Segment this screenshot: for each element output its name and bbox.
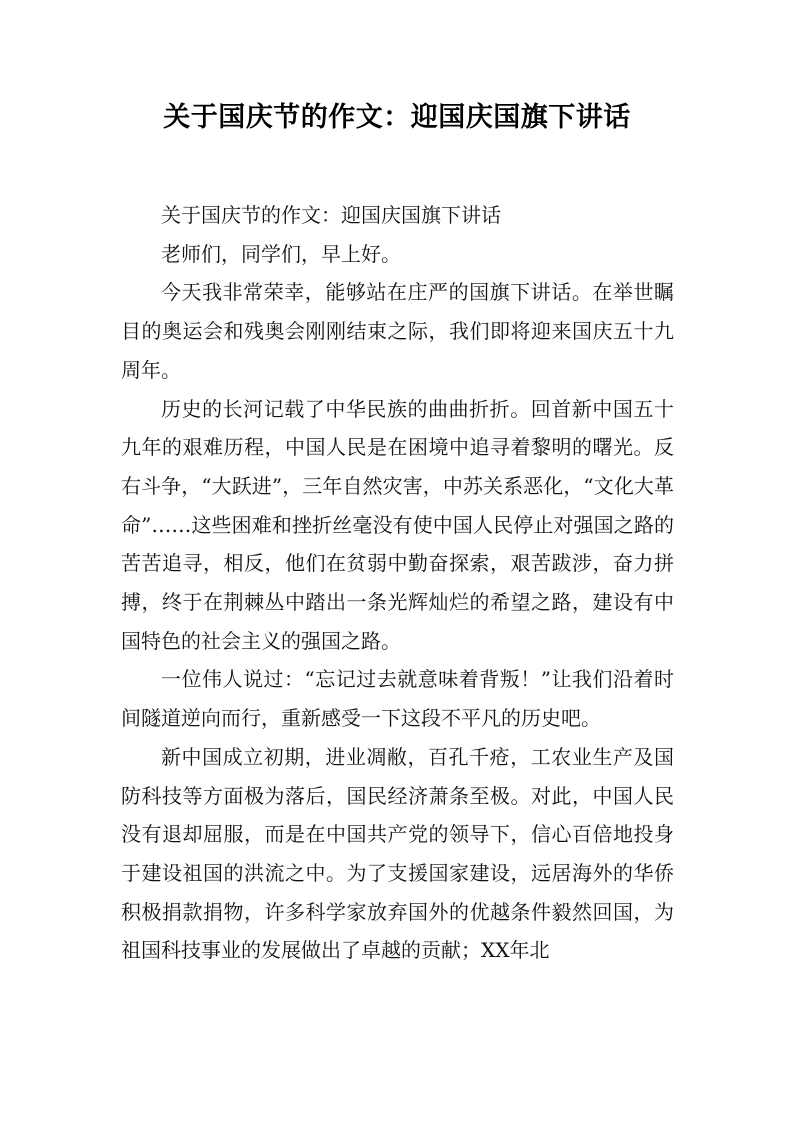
document-title: 关于国庆节的作文：迎国庆国旗下讲话 — [163, 102, 631, 133]
document-body — [121, 196, 674, 970]
paragraph-greeting: 老师们，同学们，早上好。 — [161, 241, 401, 266]
paragraph-founding: 新中国成立初期，进业凋敝，百孔千疮，工农业生产及国防科技等方面极为落后，国民经济萧条至极。对此，中国人民没有退却屈服，而是在中国共产党的领导下，信心百倍地投身于建设祖国的洪流之中。为了支援国家建设，远居海外的华侨积极捐款捐物，许多科学家放弃国外的优越条件毅然回国，为祖国科技事业的发展做出了卓越的贡献；XX年北 — [121, 744, 674, 963]
paragraph-history: 历史的长河记载了中华民族的曲曲折折。回首新中国五十九年的艰难历程，中国人民是在困境中追寻着黎明的曙光。反右斗争，“大跃进”，三年自然灾害，中苏关系恶化，“文化大革命”……这些困难和挫折丝毫没有使中国人民停止对强国之路的苦苦追寻，相反，他们在贫弱中勤奋探索，艰苦跋涉，奋力拼搏，终于在荆棘丛中踏出一条光辉灿烂的希望之路，建设有中国特色的社会主义的强国之路。 — [121, 396, 674, 653]
paragraph-repeated-title: 关于国庆节的作文：迎国庆国旗下讲话 — [161, 203, 501, 227]
paragraph-intro: 今天我非常荣幸，能够站在庄严的国旗下讲话。在举世瞩目的奥运会和残奥会刚刚结束之际，我们即将迎来国庆五十九周年。 — [121, 280, 674, 382]
paragraph-quote: 一位伟人说过：“忘记过去就意味着背叛！”让我们沿着时间隧道逆向而行，重新感受一下这段不平凡的历史吧。 — [121, 667, 674, 731]
